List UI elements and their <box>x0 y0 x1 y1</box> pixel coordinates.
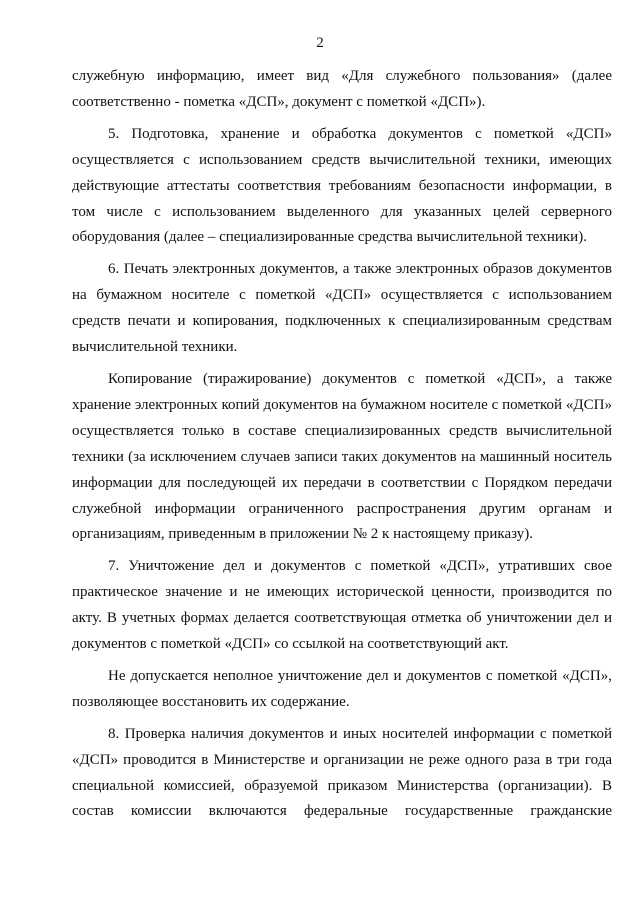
page-number: 2 <box>316 35 324 51</box>
paragraph-incomplete-destruction: Не допускается неполное уничтожение дел и документов с пометкой «ДСП», позволяющее восстановить их содержание. <box>72 667 612 710</box>
paragraph-clause-6: 6. Печать электронных документов, а также электронных образов документов на бумажном носителе с пометкой «ДСП» осуществляется с использованием средств печати и копирования, подключенных к специализированным средствам вычислительной техники. <box>72 261 612 356</box>
document-body <box>72 64 612 831</box>
paragraph-clause-5: 5. Подготовка, хранение и обработка документов с пометкой «ДСП» осуществляется с использованием средств вычислительной техники, имеющих действующие аттестаты соответствия требованиям безопасности информации, в том числе с использованием выделенного для указанных целей серверного оборудования (далее – специализированные средства вычислительной техники). <box>72 125 612 246</box>
paragraph-clause-8: 8. Проверка наличия документов и иных носителей информации с пометкой «ДСП» проводится в Министерстве и организации не реже одного раза в три года специальной комиссией, образуемой приказом Министерства (организации). В состав комиссии включаются федеральные государственные гражданские <box>72 725 612 820</box>
paragraph-clause-7: 7. Уничтожение дел и документов с пометкой «ДСП», утративших свое практическое значение и не имеющих исторической ценности, производится по акту. В учетных формах делается соответствующая отметка об уничтожении дел и документов с пометкой «ДСП» со ссылкой на соответствующий акт. <box>72 558 612 653</box>
paragraph-copying: Копирование (тиражирование) документов с пометкой «ДСП», а также хранение электронных копий документов на бумажном носителе с пометкой «ДСП» осуществляется только в составе специализированных средств вычислительной техники (за исключением случаев записи таких документов на машинный носитель информации для последующей их передачи в соответствии с Порядком передачи служебной информации ограниченного распространения другим органам и организациям, приведенным в приложении № 2 к настоящему приказу). <box>72 370 612 543</box>
paragraph-continuation: служебную информацию, имеет вид «Для служебного пользования» (далее соответственно - пометка «ДСП», документ с пометкой «ДСП»). <box>72 68 612 110</box>
